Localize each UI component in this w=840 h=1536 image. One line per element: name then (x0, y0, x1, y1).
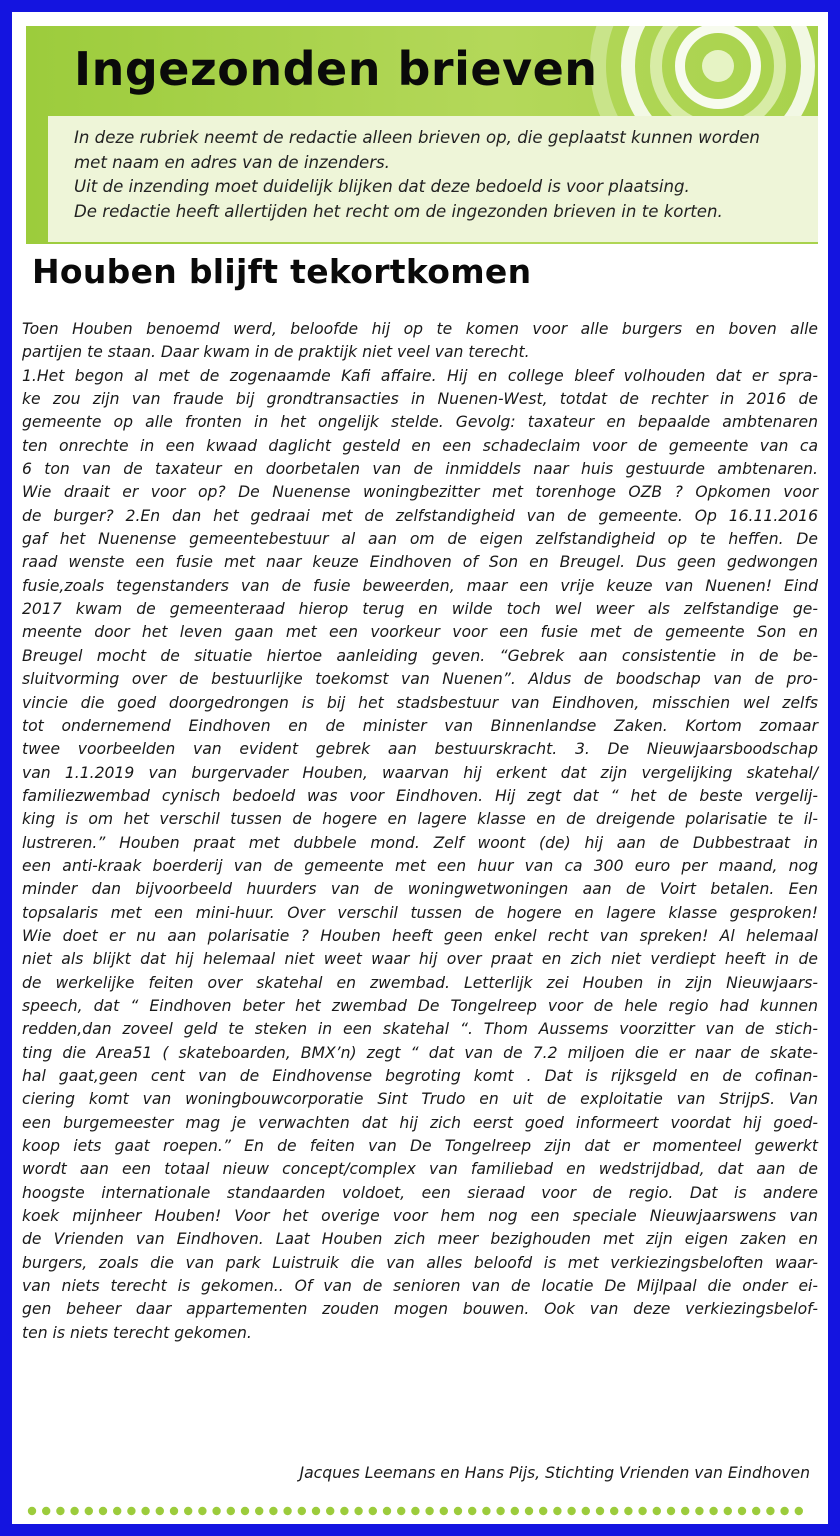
article-line: een burgemeester mag je verwachten dat hij zich eerst goed informeert voordat hij goed- (22, 1113, 818, 1132)
article-line: 2017 kwam de gemeenteraad hierop terug en wilde toch wel weer als zelfstandige ge- (22, 600, 818, 619)
article-line: partijen te staan. Daar kwam in de praktijk niet veel van terecht. (22, 343, 530, 362)
article-line: ten onrechte in een kwaad daglicht gesteld en een schadeclaim voor de gemeente van ca (22, 436, 818, 455)
article-signature: Jacques Leemans en Hans Pijs, Stichting Vrienden van Eindhoven (299, 1464, 810, 1482)
divider-dot (738, 1507, 746, 1515)
divider-dot (695, 1507, 703, 1515)
divider-dot (340, 1507, 348, 1515)
article-line: Wie draait er voor op? De Nuenense woningbezitter met torenhoge OZB ? Opkomen voor (22, 483, 818, 502)
divider-dot (198, 1507, 206, 1515)
article-line: familiezwembad cynisch bedoeld was voor Eindhoven. Hij zegt dat “ het de beste vergelij- (22, 786, 818, 805)
article-line: ting die Area51 ( skateboarden, BMX’n) zegt “ dat van de 7.2 miljoen die er naar de skate- (22, 1043, 818, 1062)
divider-dot (752, 1507, 760, 1515)
article-line: twee voorbeelden van evident gebrek aan bestuurskracht. 3. De Nieuwjaarsboodschap (22, 740, 818, 759)
article-line: de burger? 2.En dan het gedraai met de zelfstandigheid van de gemeente. Op 16.11.2016 (22, 506, 818, 525)
article-line: redden,dan zoveel geld te steken in een skatehal “. Thom Aussems voorzitter van de stich- (22, 1020, 818, 1039)
divider-dot (354, 1507, 362, 1515)
article-line: vincie die goed doorgedrongen is bij het stadsbestuur van Eindhoven, misschien wel zelfs (22, 693, 818, 712)
divider-dot (241, 1507, 249, 1515)
article-line: van niets terecht is gekomen.. Of van de senioren van de locatie De Mijlpaal die onder ei- (22, 1277, 818, 1296)
dotted-divider (26, 1504, 816, 1518)
divider-dot (56, 1507, 64, 1515)
article-line: gaf het Nuenense gemeentebestuur al aan om de eigen zelfstandigheid op te heffen. De (22, 530, 818, 549)
divider-dot (553, 1507, 561, 1515)
divider-dot (184, 1507, 192, 1515)
article-line: Wie doet er nu aan polarisatie ? Houben heeft geen enkel recht van spreken! Al helemaal (22, 926, 818, 945)
divider-dot (425, 1507, 433, 1515)
article-line: hal gaat,geen cent van de Eindhovense begroting komt . Dat is rijksgeld en de cofinan- (22, 1067, 818, 1085)
divider-dot (283, 1507, 291, 1515)
divider-dot (369, 1507, 377, 1515)
divider-dot (269, 1507, 277, 1515)
divider-dot (567, 1507, 575, 1515)
divider-dot (681, 1507, 689, 1515)
article-line: gemeente op alle fronten in het ongelijk stelde. Gevolg: taxateur en bepaalde ambtenaren (22, 413, 818, 432)
article-line: een anti-kraak boerderij van de gemeente met een huur van ca 300 euro per maand, nog (22, 856, 818, 875)
divider-dot (85, 1507, 93, 1515)
divider-dot (610, 1507, 618, 1515)
article-line: tot ondernemend Eindhoven en de minister van Binnenlandse Zaken. Kortom zomaar (22, 716, 818, 735)
divider-dot (397, 1507, 405, 1515)
page (12, 12, 828, 1524)
divider-dot (496, 1507, 504, 1515)
article-line: speech, dat “ Eindhoven beter het zwembad De Tongelreep voor de hele regio had kunnen (22, 996, 818, 1015)
divider-dot (766, 1507, 774, 1515)
article-line: ten is niets terecht gekomen. (22, 1323, 252, 1342)
article-line: king is om het verschil tussen de hogere en lagere klasse en de dreigende polarisatie te il- (22, 810, 818, 829)
notice-line: Uit de inzending moet duidelijk blijken dat deze bedoeld is voor plaatsing. (74, 177, 690, 196)
divider-dot (42, 1507, 50, 1515)
divider-dot (255, 1507, 263, 1515)
divider-dot (440, 1507, 448, 1515)
article-line: gen beheer daar appartementen zouden mogen bouwen. Ook van deze verkiezingsbelof- (22, 1300, 818, 1319)
article-line: wordt aan een totaal nieuw concept/complex van familiebad en wedstrijdbad, dat aan de (22, 1160, 818, 1179)
article-line: raad wenste een fusie met naar keuze Eindhoven of Son en Breugel. Dus geen gedwongen (22, 553, 818, 572)
divider-dot (468, 1507, 476, 1515)
divider-dot (724, 1507, 732, 1515)
article-body (22, 318, 818, 1345)
notice-line: De redactie heeft allertijden het recht om de ingezonden brieven in te korten. (74, 201, 723, 221)
divider-dot (70, 1507, 78, 1515)
notice-line: met naam en adres van de inzenders. (74, 152, 390, 172)
divider-dot (582, 1507, 590, 1515)
divider-dot (227, 1507, 235, 1515)
article-headline: Houben blijft tekortkomen (32, 252, 532, 291)
article-line: fusie,zoals tegenstanders van de fusie beweerden, maar een vrije keuze van Nuenen! Eind (22, 576, 818, 595)
section-title: Ingezonden brieven (74, 42, 598, 96)
divider-dot (383, 1507, 391, 1515)
divider-dot (212, 1507, 220, 1515)
divider-dot (141, 1507, 149, 1515)
article-line: Toen Houben benoemd werd, beloofde hij op te komen voor alle burgers en boven alle (22, 320, 818, 338)
editorial-notice (48, 116, 818, 242)
divider-dot (113, 1507, 121, 1515)
divider-dot (127, 1507, 135, 1515)
divider-dot (99, 1507, 107, 1515)
article-line: 1.Het begon al met de zogenaamde Kafi affaire. Hij en college bleef volhouden dat er spra- (22, 366, 818, 385)
divider-dot (525, 1507, 533, 1515)
article-line: de Vrienden van Eindhoven. Laat Houben zich meer bezighouden met zijn eigen zaken en (22, 1230, 818, 1249)
article-line: niet als blijkt dat hij helemaal niet weet waar hij over praat en zich niet verdiept heeft in de (22, 950, 818, 969)
article-line: de werkelijke feiten over skatehal en zwembad. Letterlijk zei Houben in zijn Nieuwjaars- (22, 973, 818, 992)
divider-dot (638, 1507, 646, 1515)
article-line: burgers, zoals die van park Luistruik die van alles beloofd is met verkiezingsbeloften waar- (22, 1253, 818, 1272)
divider-dot (709, 1507, 717, 1515)
article-line: ke zou zijn van fraude bij grondtransacties in Nuenen-West, totdat de rechter in 2016 de (22, 390, 818, 409)
article-line: koek mijnheer Houben! Voor het overige voor hem nog een speciale Nieuwjaarswens van (22, 1207, 818, 1226)
divider-dot (511, 1507, 519, 1515)
divider-dot (539, 1507, 547, 1515)
article-line: ciering komt van woningbouwcorporatie Sint Trudo en uit de exploitatie van StrijpS. Van (22, 1090, 818, 1109)
divider-dot (667, 1507, 675, 1515)
article-line: meente door het leven gaan met een voorkeur voor een fusie met de gemeente Son en (22, 623, 818, 642)
divider-dot (411, 1507, 419, 1515)
article-line: Breugel mocht de situatie hiertoe aanleiding geven. “Gebrek aan consistentie in de be- (22, 646, 818, 665)
article-line: lustreren.” Houben praat met dubbele mond. Zelf woont (de) hij aan de Dubbestraat in (22, 833, 818, 852)
divider-dot (28, 1507, 36, 1515)
divider-dot (326, 1507, 334, 1515)
divider-dot (653, 1507, 661, 1515)
divider-dot (596, 1507, 604, 1515)
article-line: koop iets gaat roepen.” En de feiten van De Tongelreep zijn dat er momenteel gewerkt (22, 1137, 818, 1156)
divider-dot (454, 1507, 462, 1515)
article-line: topsalaris met een mini-huur. Over verschil tussen de hogere en lagere klasse gesproken! (22, 903, 818, 922)
article-line: van 1.1.2019 van burgervader Houben, waarvan hij erkent dat zijn vergelijking skatehal/ (22, 763, 818, 782)
divider-dot (298, 1507, 306, 1515)
divider-dot (795, 1507, 803, 1515)
article-line: 6 ton van de taxateur en doorbetalen van de inmiddels naar huis gestuurde ambtenaren. (22, 460, 818, 479)
article-line: minder dan bijvoorbeeld huurders van de woningwetwoningen aan de Voirt betalen. Een (22, 880, 818, 899)
divider-dot (482, 1507, 490, 1515)
article-line: hoogste internationale standaarden voldoet, een sieraad voor de regio. Dat is andere (22, 1183, 818, 1202)
divider-dot (780, 1507, 788, 1515)
divider-dot (170, 1507, 178, 1515)
divider-dot (312, 1507, 320, 1515)
divider-dot (624, 1507, 632, 1515)
header-banner (26, 26, 818, 244)
notice-line: In deze rubriek neemt de redactie alleen brieven op, die geplaatst kunnen worden (74, 128, 760, 147)
divider-dot (156, 1507, 164, 1515)
article-line: sluitvorming over de bestuurlijke toekomst van Nuenen”. Aldus de boodschap van de pro- (22, 670, 818, 689)
